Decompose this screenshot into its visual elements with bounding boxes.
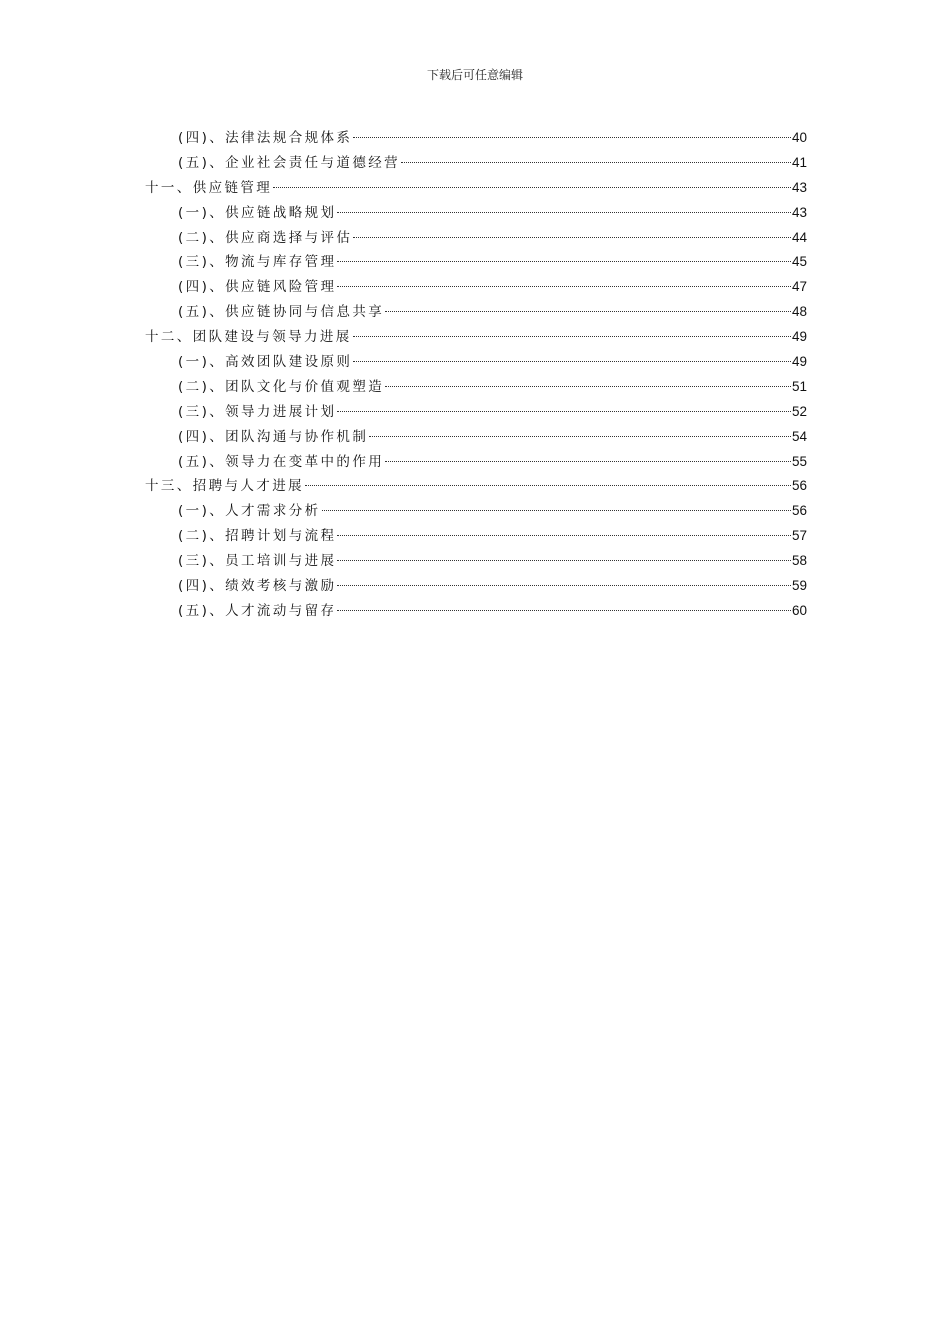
toc-entry-title: (一)、人才需求分析 (178, 503, 321, 520)
toc-dot-leader (273, 187, 791, 188)
toc-chapter-entry[interactable] (145, 325, 807, 350)
toc-entry-title: (五)、人才流动与留存 (178, 602, 337, 619)
toc-dot-leader (337, 560, 791, 561)
toc-dot-leader (337, 212, 791, 213)
toc-page-number: 48 (791, 304, 807, 320)
toc-entry-title: (一)、高效团队建设原则 (178, 354, 353, 371)
table-of-contents (145, 126, 807, 624)
toc-section-entry[interactable] (145, 549, 807, 574)
toc-section-entry[interactable] (145, 275, 807, 300)
toc-chapter-entry[interactable] (145, 474, 807, 499)
toc-page-number: 57 (791, 528, 807, 544)
toc-page-number: 52 (791, 403, 807, 419)
toc-dot-leader (401, 162, 791, 163)
toc-section-entry[interactable] (145, 400, 807, 425)
toc-entry-title: (二)、团队文化与价值观塑造 (178, 378, 385, 395)
toc-entry-title: (三)、领导力进展计划 (178, 403, 337, 420)
toc-dot-leader (353, 361, 791, 362)
toc-page-number: 51 (791, 378, 807, 394)
toc-dot-leader (337, 610, 791, 611)
toc-entry-title: (四)、团队沟通与协作机制 (178, 428, 369, 445)
toc-section-entry[interactable] (145, 574, 807, 599)
toc-section-entry[interactable] (145, 151, 807, 176)
toc-entry-title: (五)、供应链协同与信息共享 (178, 304, 385, 321)
toc-dot-leader (337, 535, 791, 536)
toc-section-entry[interactable] (145, 499, 807, 524)
toc-page-number: 47 (791, 279, 807, 295)
toc-dot-leader (353, 137, 791, 138)
toc-entry-title: (四)、法律法规合规体系 (178, 130, 353, 146)
toc-section-entry[interactable] (145, 450, 807, 475)
toc-section-entry[interactable] (145, 201, 807, 226)
toc-page-number: 56 (791, 478, 807, 494)
toc-section-entry[interactable] (145, 300, 807, 325)
toc-section-entry[interactable] (145, 350, 807, 375)
toc-dot-leader (337, 585, 791, 586)
toc-page-number: 59 (791, 578, 807, 594)
toc-entry-title: 十一、供应链管理 (145, 179, 273, 196)
toc-chapter-entry[interactable] (145, 176, 807, 201)
toc-entry-title: (三)、员工培训与进展 (178, 553, 337, 570)
toc-dot-leader (337, 286, 791, 287)
toc-entry-title: 十二、团队建设与领导力进展 (145, 329, 352, 346)
toc-page-number: 43 (791, 204, 807, 220)
toc-entry-title: (四)、供应链风险管理 (178, 279, 337, 296)
toc-page-number: 41 (791, 154, 807, 170)
toc-dot-leader (305, 485, 791, 486)
toc-page-number: 49 (791, 329, 807, 345)
toc-dot-leader (385, 311, 791, 312)
toc-entry-title: (三)、物流与库存管理 (178, 254, 337, 271)
toc-section-entry[interactable] (145, 524, 807, 549)
toc-page-number: 43 (791, 179, 807, 195)
toc-dot-leader (337, 261, 791, 262)
toc-entry-title: (二)、供应商选择与评估 (178, 229, 353, 246)
toc-entry-title: 十三、招聘与人才进展 (145, 478, 304, 495)
toc-entry-title: (四)、绩效考核与激励 (178, 578, 337, 595)
toc-page-number: 55 (791, 453, 807, 469)
toc-dot-leader (369, 436, 791, 437)
toc-entry-title: (一)、供应链战略规划 (178, 204, 337, 221)
toc-section-entry[interactable] (145, 375, 807, 400)
toc-page-number: 56 (791, 503, 807, 519)
toc-page-number: 58 (791, 553, 807, 569)
toc-page-number: 40 (791, 130, 807, 145)
toc-page-number: 60 (791, 602, 807, 618)
toc-page-number: 49 (791, 354, 807, 370)
toc-dot-leader (337, 411, 791, 412)
page-header: 下载后可任意编辑 (426, 68, 523, 82)
toc-section-entry[interactable] (145, 599, 807, 624)
toc-section-entry[interactable] (145, 250, 807, 275)
toc-dot-leader (353, 237, 791, 238)
toc-entry-title: (五)、企业社会责任与道德经营 (178, 154, 401, 171)
toc-page-number: 44 (791, 229, 807, 245)
toc-entry-title: (二)、招聘计划与流程 (178, 528, 337, 545)
toc-section-entry[interactable] (145, 126, 807, 151)
toc-dot-leader (353, 336, 791, 337)
toc-dot-leader (385, 461, 791, 462)
toc-dot-leader (385, 386, 791, 387)
toc-section-entry[interactable] (145, 425, 807, 450)
toc-entry-title: (五)、领导力在变革中的作用 (178, 453, 385, 470)
toc-page-number: 54 (791, 428, 807, 444)
toc-page-number: 45 (791, 254, 807, 270)
toc-dot-leader (322, 510, 791, 511)
toc-section-entry[interactable] (145, 226, 807, 251)
